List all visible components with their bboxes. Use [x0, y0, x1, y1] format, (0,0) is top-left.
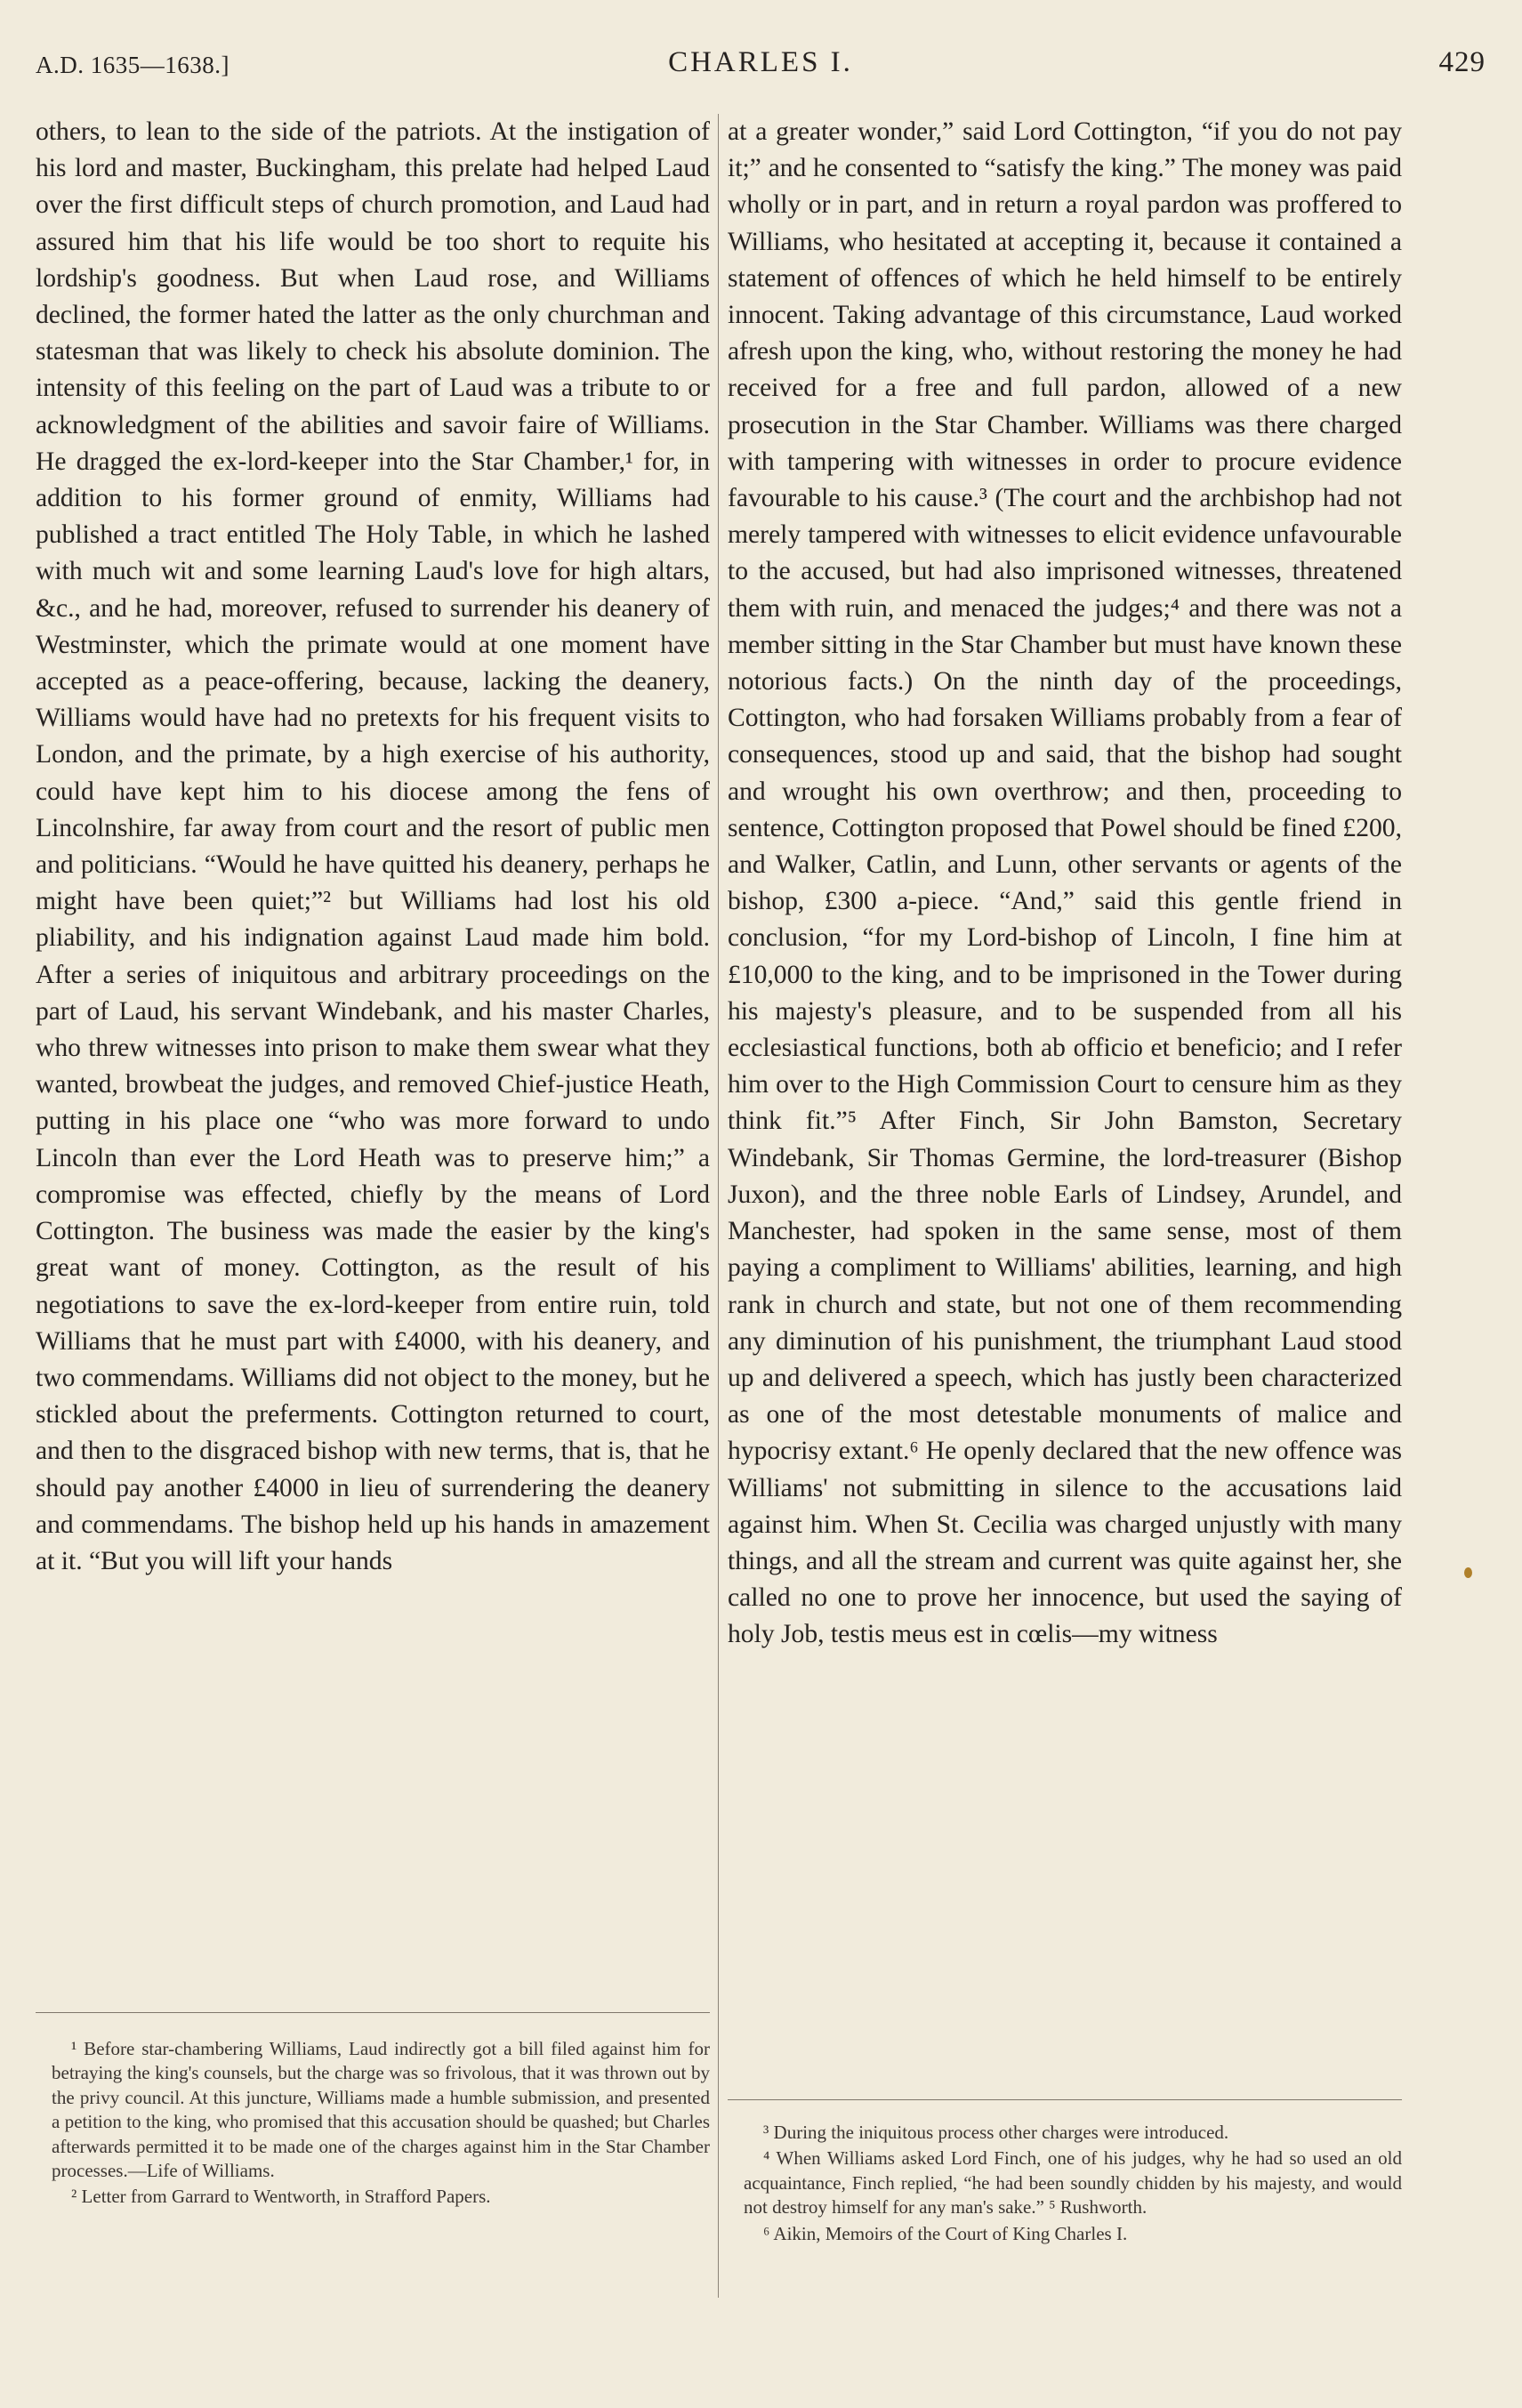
ink-spot: [1464, 1567, 1472, 1578]
footnote-4-5: ⁴ When Williams asked Lord Finch, one of his judges, why he had so used an old acquaintance, Finch replied, “he had been soundly chidden by his majesty, and would not destroy himself for any man's sake.” ⁵ Rushworth.: [744, 2147, 1402, 2219]
footnotes-right: [744, 2121, 1402, 2248]
footnote-rule-left: [36, 2012, 710, 2013]
right-column-paragraph: at a greater wonder,” said Lord Cottington, “if you do not pay it;” and he consented to “satisfy the king.” The money was paid wholly or in part, and in return a royal pardon was proffered to Williams, who hesitated at accepting it, because it contained a statement of offences of which he held himself to be entirely innocent. Taking advantage of this circumstance, Laud worked afresh upon the king, who, without restoring the money he had received for a free and full pardon, allowed of a new prosecution in the Star Chamber. Williams was there charged with tampering with witnesses in order to procure evidence favourable to his cause.³ (The court and the archbishop had not merely tampered with witnesses to elicit evidence unfavourable to the accused, but had also imprisoned witnesses, threatened them with ruin, and menaced the judges;⁴ and there was not a member sitting in the Star Chamber but must have known these notorious facts.) On the ninth day of the proceedings, Cottington, who had forsaken Williams probably from a fear of consequences, stood up and said, that the bishop had sought and wrought his own overthrow; and then, proceeding to sentence, Cottington proposed that Powel should be fined £200, and Walker, Catlin, and Lunn, other servants or agents of the bishop, £300 a-piece. “And,” said this gentle friend in conclusion, “for my Lord-bishop of Lincoln, I fine him at £10,000 to the king, and to be imprisoned in the Tower during his majesty's pleasure, and to be suspended from all his ecclesiastical functions, both ab officio et beneficio; and I refer him over to the High Commission Court to censure him as they think fit.”⁵ After Finch, Sir John Bamston, Secretary Windebank, Sir Thomas Germine, the lord-treasurer (Bishop Juxon), and the three noble Earls of Lindsey, Arundel, and Manchester, had spoken in the same sense, most of them paying a compliment to Williams' abilities, learning, and high rank in church and state, but not one of them recommending any diminution of his punishment, the triumphant Laud stood up and delivered a speech, which has justly been characterized as one of the most detestable monuments of malice and hypocrisy extant.⁶ He openly declared that the new offence was Williams' not submitting in silence to the accusations laid against him. When St. Cecilia was charged unjustly with many things, and all the stream and current was quite against her, she called no one to prove her innocence, but used the saying of holy Job, testis meus est in cœlis—my witness: [728, 117, 1402, 1649]
left-column: [36, 114, 710, 1580]
footnote-2: ² Letter from Garrard to Wentworth, in Strafford Papers.: [71, 2186, 491, 2208]
running-head-date-range: A.D. 1635—1638.]: [36, 52, 230, 78]
footnote-6: ⁶ Aikin, Memoirs of the Court of King Charles I.: [763, 2222, 1128, 2244]
footnote-rule-right: [728, 2099, 1402, 2100]
column-divider: [718, 114, 719, 2298]
footnotes-left: [52, 2037, 710, 2211]
footnote-1: ¹ Before star-chambering Williams, Laud indirectly got a bill filed against him for betraying the king's counsels, but the charge was so frivolous, that it was thrown out by the privy council. At this juncture, Williams made a humble submission, and presented a petition to the king, who promised that this accusation should be quashed; but Charles afterwards permitted it to be made one of the charges against him in the Star Chamber processes.—Life of Williams.: [52, 2038, 710, 2182]
footnote-3: ³ During the iniquitous process other charges were introduced.: [763, 2122, 1229, 2143]
running-head-title: CHARLES I.: [668, 46, 853, 78]
right-column: [728, 114, 1402, 1654]
page-number: 429: [1438, 46, 1486, 78]
left-column-paragraph: others, to lean to the side of the patriots. At the instigation of his lord and master, Buckingham, this prelate had helped Laud over the first difficult steps of church promotion, and Laud had assured him that his life would be too short to requite his lordship's goodness. But when Laud rose, and Williams declined, the former hated the latter as the only churchman and statesman that was likely to check his absolute dominion. The intensity of this feeling on the part of Laud was a tribute to or acknowledgment of the abilities and savoir faire of Williams. He dragged the ex-lord-keeper into the Star Chamber,¹ for, in addition to his former ground of enmity, Williams had published a tract entitled The Holy Table, in which he lashed with much wit and some learning Laud's love for high altars, &c., and he had, moreover, refused to surrender his deanery of Westminster, which the primate would at one moment have accepted as a peace-offering, because, lacking the deanery, Williams would have had no pretexts for his frequent visits to London, and the primate, by a high exercise of his authority, could have kept him to his diocese among the fens of Lincolnshire, far away from court and the resort of public men and politicians. “Would he have quitted his deanery, perhaps he might have been quiet;”² but Williams had lost his old pliability, and his indignation against Laud made him bold. After a series of iniquitous and arbitrary proceedings on the part of Laud, his servant Windebank, and his master Charles, who threw witnesses into prison to make them swear what they wanted, browbeat the judges, and removed Chief-justice Heath, putting in his place one “who was more forward to undo Lincoln than ever the Lord Heath was to preserve him;” a compromise was effected, chiefly by the means of Lord Cottington. The business was made the easier by the king's great want of money. Cottington, as the result of his negotiations to save the ex-lord-keeper from entire ruin, told Williams that he must part with £4000, with his deanery, and two commendams. Williams did not object to the money, but he stickled about the preferments. Cottington returned to court, and then to the disgraced bishop with new terms, that is, that he should pay another £4000 in lieu of surrendering the deanery and commendams. The bishop held up his hands in amazement at it. “But you will lift your hands: [36, 117, 710, 1575]
running-head: [36, 46, 1486, 82]
